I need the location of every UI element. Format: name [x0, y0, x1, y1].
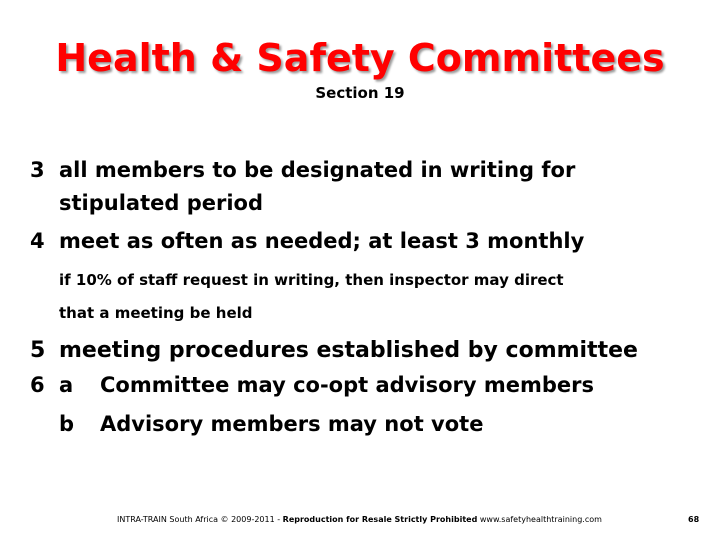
sub-note-line-1: if 10% of staff request in writing, then inspector may direct: [59, 271, 564, 289]
item-text-line-1: all members to be designated in writing for: [59, 158, 576, 182]
footer-org: INTRA-TRAIN South Africa © 2009-2011 -: [117, 515, 283, 524]
sub-item-a-label: a: [59, 373, 74, 397]
sub-item-b-text: Advisory members may not vote: [100, 412, 484, 436]
item-number: 4: [30, 229, 45, 253]
section-label: Section 19: [315, 84, 405, 102]
footer-notice: Reproduction for Resale Strictly Prohibited: [282, 515, 478, 524]
sub-item-a-text: Committee may co-opt advisory members: [100, 373, 594, 397]
sub-note-line-2: that a meeting be held: [59, 304, 253, 322]
slide-title: Health & Safety Committees: [55, 36, 665, 80]
footer-copyright: [117, 515, 602, 525]
item-number: 6: [30, 373, 45, 397]
sub-item-b-label: b: [59, 412, 75, 436]
page-number: 68: [688, 515, 700, 524]
item-number: 3: [30, 158, 45, 182]
item-text-line-2: stipulated period: [59, 191, 264, 215]
footer-website: www.safetyhealthtraining.com: [477, 515, 602, 524]
item-text: meeting procedures established by committee: [59, 338, 638, 363]
item-number: 5: [30, 338, 46, 363]
item-text: meet as often as needed; at least 3 monthly: [59, 229, 585, 253]
